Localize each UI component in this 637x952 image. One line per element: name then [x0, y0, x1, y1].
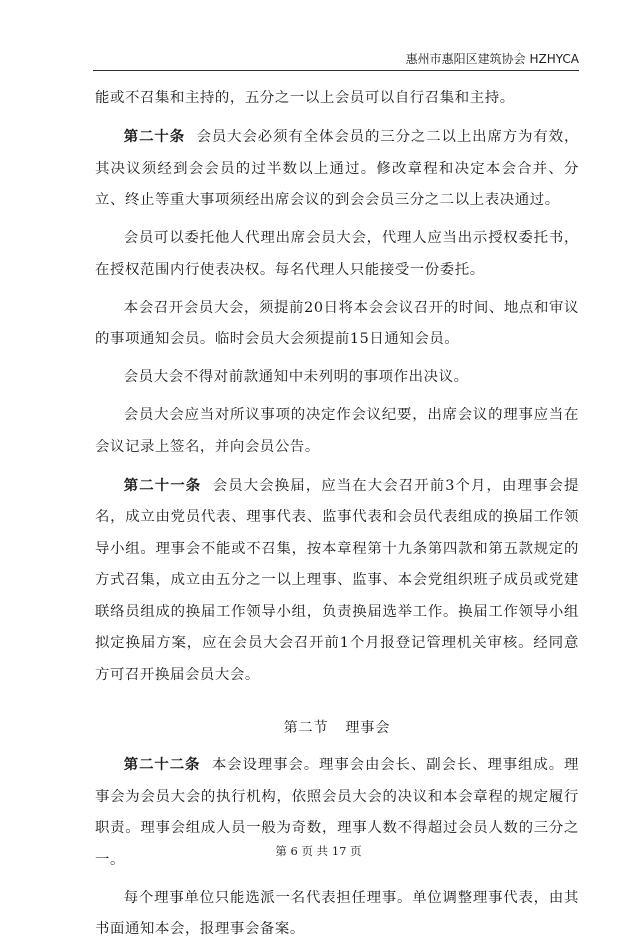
header-rule [93, 70, 579, 71]
page-number: 第 6 页 共 17 页 [275, 844, 362, 858]
section-number: 第二节 [283, 720, 329, 736]
article-text: 会员大会换届，应当在大会召开前3个月，由理事会提名，成立由党员代表、理事代表、监事代表和会员代表组成的换届工作领导小组。理事会不能或不召集，按本章程第十九条第四款和第五款规定的方式召集，成立由五分之一以上理事、监事、本会党组织班子成员或党建联络员组成的换届工作领导小组，负责换届选举工作。换届工作领导小组拟定换届方案，应在会员大会召开前1个月报登记管理机关审核。经同意方可召开换届会员大会。 [95, 477, 579, 683]
article-21 [95, 470, 579, 692]
article-number: 第二十二条 [123, 756, 201, 773]
paragraph: 本会召开会员大会，须提前20日将本会会议召开的时间、地点和审议的事项通知会员。临时会员大会须提前15日通知会员。 [95, 299, 579, 347]
page-header: 惠州市惠阳区建筑协会 HZHYCA [405, 52, 579, 66]
article-text: 本会设理事会。理事会由会长、副会长、理事组成。理事会为会员大会的执行机构，依照会员大会的决议和本会章程的规定履行职责。理事会组成人员一般为奇数，理事人数不得超过会员人数的三分之一。 [95, 757, 579, 868]
section-heading [95, 717, 579, 737]
article-20 [95, 121, 579, 217]
section-title: 理事会 [345, 720, 391, 736]
article-number: 第二十一条 [123, 476, 202, 494]
paragraph: 每个理事单位只能选派一名代表担任理事。单位调整理事代表，由其书面通知本会，报理事会备案。 [95, 889, 579, 937]
article-number: 第二十条 [123, 128, 186, 145]
paragraph: 能或不召集和主持的，五分之一以上会员可以自行召集和主持。 [95, 90, 515, 106]
paragraph: 会员可以委托他人代理出席会员大会，代理人应当出示授权委托书，在授权范围内行使表决权。每名代理人只能接受一份委托。 [95, 230, 579, 278]
article-text: 会员大会必须有全体会员的三分之二以上出席方为有效，其决议须经到会会员的过半数以上通过。修改章程和决定本会合并、分立、终止等重大事项须经出席会议的到会会员三分之二以上表决通过。 [95, 129, 579, 208]
paragraph: 会员大会不得对前款通知中未列明的事项作出决议。 [123, 369, 469, 385]
document-body [95, 83, 579, 952]
paragraph: 会员大会应当对所议事项的决定作会议纪要，出席会议的理事应当在会议记录上签名，并向会员公告。 [95, 407, 579, 455]
